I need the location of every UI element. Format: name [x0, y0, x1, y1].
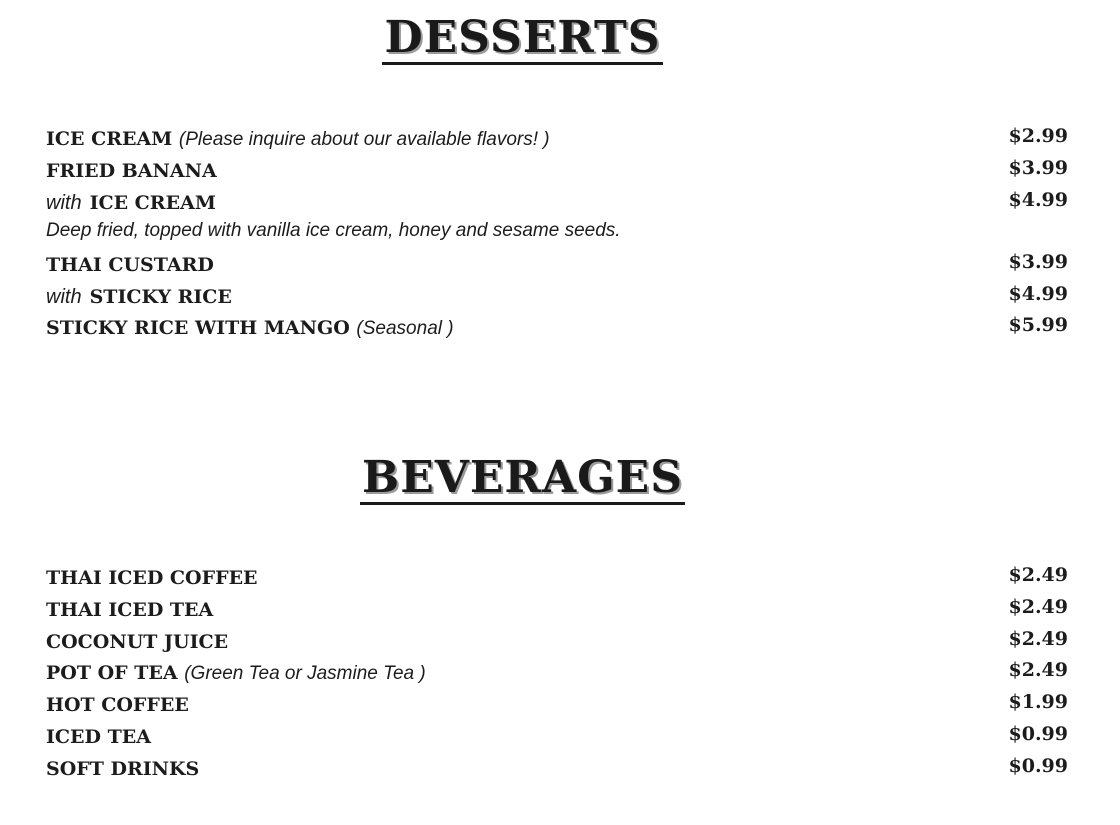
menu-item-thai-iced-coffee — [46, 563, 1068, 593]
menu-item-thai-iced-tea — [46, 595, 1068, 625]
item-name: ICED TEA — [46, 726, 151, 748]
item-prefix: with — [46, 286, 82, 308]
menu-item-pot-of-tea — [46, 658, 1068, 688]
menu-item-soft-drinks — [46, 754, 1068, 784]
item-price: $5.99 — [1008, 314, 1068, 336]
item-price: $4.99 — [1008, 189, 1068, 211]
item-price: $2.49 — [1008, 628, 1068, 650]
item-name: ICE CREAM — [46, 128, 173, 150]
item-note: (Seasonal ) — [356, 318, 454, 339]
item-price: $3.99 — [1008, 251, 1068, 273]
item-name: THAI CUSTARD — [46, 254, 214, 276]
item-name: ICE CREAM — [89, 192, 216, 214]
item-name: THAI ICED COFFEE — [46, 567, 258, 589]
item-price: $1.99 — [1008, 691, 1068, 713]
item-price: $3.99 — [1008, 157, 1068, 179]
menu-item-sticky-rice-with-mango — [46, 313, 1068, 343]
beverages-heading — [0, 452, 1045, 505]
menu-item-ice-cream — [46, 124, 1068, 154]
menu-item-fried-banana-with-ice-cream — [46, 188, 1068, 218]
desserts-heading — [0, 12, 1045, 65]
item-name: POT OF TEA — [46, 662, 178, 684]
item-name: THAI ICED TEA — [46, 599, 214, 621]
menu-item-thai-custard — [46, 250, 1068, 280]
item-price: $2.99 — [1008, 125, 1068, 147]
item-price: $2.49 — [1008, 596, 1068, 618]
item-name: COCONUT JUICE — [46, 631, 229, 653]
item-note: (Please inquire about our available flavors! ) — [178, 129, 550, 150]
beverages-heading-text: BEVERAGES — [362, 452, 683, 503]
desserts-heading-text: DESSERTS — [384, 12, 661, 63]
item-name: STICKY RICE WITH MANGO — [46, 317, 350, 339]
item-description: Deep fried, topped with vanilla ice cream, honey and sesame seeds. — [46, 220, 621, 241]
menu-item-coconut-juice — [46, 627, 1068, 657]
menu-item-hot-coffee — [46, 690, 1068, 720]
item-price: $0.99 — [1008, 755, 1068, 777]
item-name: FRIED BANANA — [46, 160, 217, 182]
item-prefix: with — [46, 192, 82, 214]
item-price: $4.99 — [1008, 283, 1068, 305]
menu-item-thai-custard-with-sticky-rice — [46, 282, 1068, 312]
item-price: $2.49 — [1008, 564, 1068, 586]
item-note: (Green Tea or Jasmine Tea ) — [184, 663, 426, 684]
menu-item-fried-banana — [46, 156, 1068, 186]
item-price: $2.49 — [1008, 659, 1068, 681]
item-name: HOT COFFEE — [46, 694, 189, 716]
menu-item-iced-tea — [46, 722, 1068, 752]
item-price: $0.99 — [1008, 723, 1068, 745]
item-name: SOFT DRINKS — [46, 758, 200, 780]
item-name: STICKY RICE — [89, 286, 232, 308]
